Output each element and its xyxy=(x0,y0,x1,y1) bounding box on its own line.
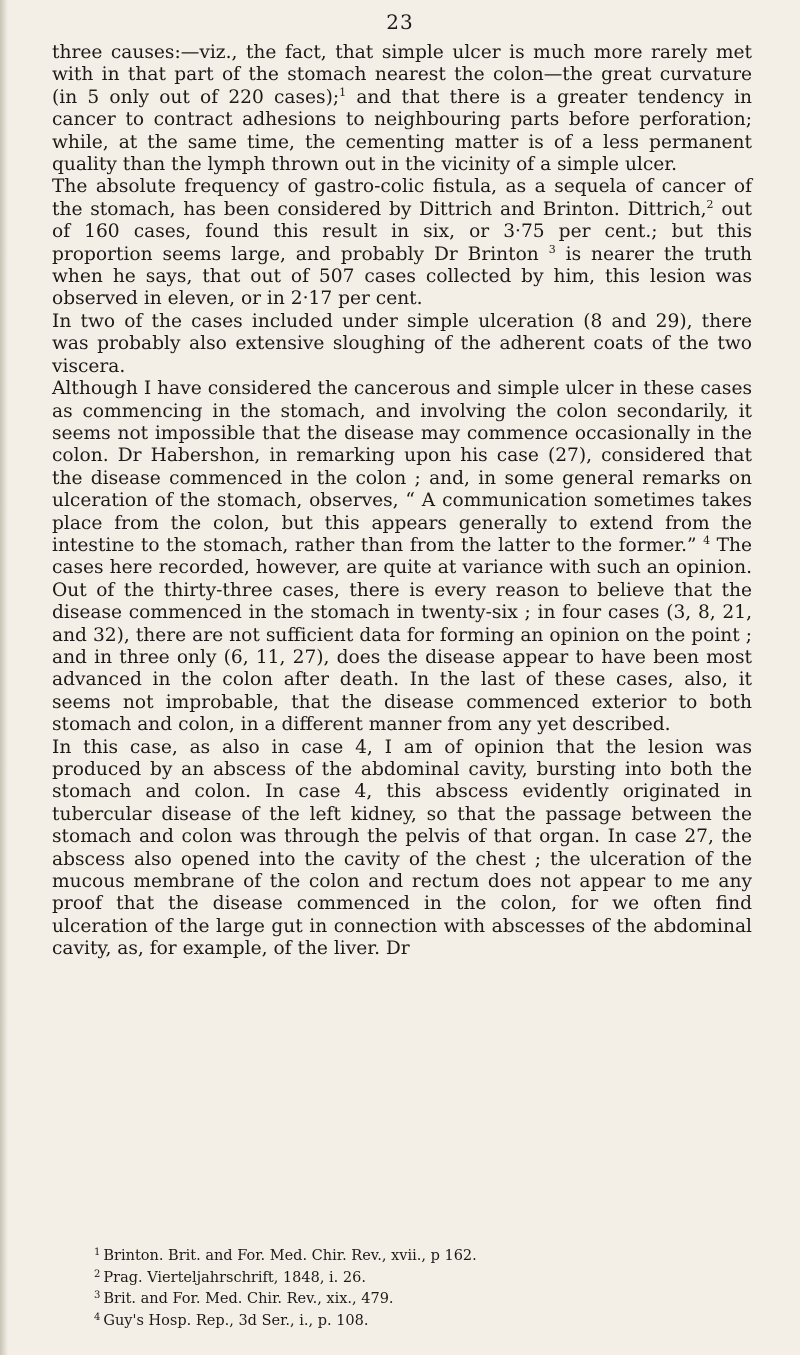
footnote-text: Prag. Vierteljahrschrift, 1848, i. 26. xyxy=(103,1269,366,1286)
paragraph-text: The cases here recorded, however, are quite at variance with such an opinion. Out of the thirty-three cases, there is every reason to believe that the disease commenced in the stomach in twenty-six ; in four cases (3, 8, 21, and 32), there are not sufficient data for forming an opinion on the point ; and in three only (6, 11, 27), does the disease appear to have been most advanced in the colon after death. In the last of these cases, also, it seems not improbable, that the disease commenced exterior to both stomach and colon, in a different manner from any yet described. xyxy=(52,534,752,736)
page-edge-shadow xyxy=(0,0,8,1355)
footnote-text: Brit. and For. Med. Chir. Rev., xix., 479. xyxy=(103,1291,394,1307)
page-number: 23 xyxy=(386,10,414,34)
paragraph-text: Although I have considered the cancerous and simple ulcer in these cases as commencing in the stomach, and involving the colon secondarily, it seems not impossible that the disease may commence occasionally in the colon. Dr Habershon, in remarking upon his case (27), considered that the disease commenced in the colon ; and, in some general remarks on ulceration of the stomach, observes, “ A communication sometimes takes place from the colon, but this appears generally to extend from the intestine to the stomach, rather than from the latter to the former.” xyxy=(52,378,752,556)
paragraph xyxy=(52,378,752,737)
footnote-number: 2 xyxy=(94,1268,101,1280)
paragraph xyxy=(52,42,752,176)
paragraph-text: In two of the cases included under simple ulceration (8 and 29), there was probably also extensive sloughing of the adherent coats of the two viscera. xyxy=(52,310,752,377)
footnote-text: Guy's Hosp. Rep., 3d Ser., i., p. 108. xyxy=(103,1312,369,1329)
footnote xyxy=(94,1244,744,1266)
paragraph xyxy=(52,737,752,961)
paragraph-text: three causes:—viz., the fact, that simple ulcer is much more rarely met with in that part of the stomach nearest the colon—the great curvature (in 5 only out of 220 cases); xyxy=(52,42,752,108)
paragraph-text: and that there is a greater tendency in cancer to contract adhesions to neighbouring parts before perforation; while, at the same time, the cementing matter is of a less permanent quality than the lymph thrown out in the vicinity of a simple ulcer. xyxy=(52,86,752,176)
paragraph-text: In this case, as also in case 4, I am of opinion that the lesion was produced by an abscess of the abdominal cavity, bursting into both the stomach and colon. In case 4, this abscess evidently originated in tubercular disease of the left kidney, so that the passage between the stomach and colon was through the pelvis of that organ. In case 27, the abscess also opened into the cavity of the chest ; the ulceration of the mucous membrane of the colon and rectum does not appear to me any proof that the disease commenced in the colon, for we often find ulceration of the large gut in connection with abscesses of the abdominal cavity, as, for example, of the liver. Dr xyxy=(52,736,752,960)
footnote-number: 4 xyxy=(94,1311,101,1323)
paragraph-text: is nearer the truth when he says, that out of 507 cases collected by him, this lesion was observed in eleven, or in 2·17 per cent. xyxy=(52,243,752,310)
footnote-number: 1 xyxy=(94,1247,101,1258)
footnote-marker: 4 xyxy=(703,533,711,547)
paragraph xyxy=(52,311,752,378)
footnotes xyxy=(94,1244,744,1330)
paragraph-text: The absolute frequency of gastro-colic fistula, as a sequela of cancer of the stomach, has been considered by Dittrich and Brinton. Dittrich, xyxy=(52,176,752,220)
paragraph-text: out of 160 cases, found this result in six, or 3·75 per cent.; but this proportion seems large, and probably Dr Brinton xyxy=(52,198,752,265)
footnote-number: 3 xyxy=(94,1290,101,1301)
body-text xyxy=(52,42,752,961)
footnote xyxy=(94,1287,744,1309)
footnote-marker: 1 xyxy=(339,85,347,99)
footnote-text: Brinton. Brit. and For. Med. Chir. Rev., xvii., p 162. xyxy=(103,1248,477,1264)
footnote-marker: 3 xyxy=(548,242,556,256)
footnote xyxy=(94,1309,744,1331)
paragraph xyxy=(52,176,752,310)
footnote xyxy=(94,1266,744,1288)
footnote-marker: 2 xyxy=(706,197,714,211)
